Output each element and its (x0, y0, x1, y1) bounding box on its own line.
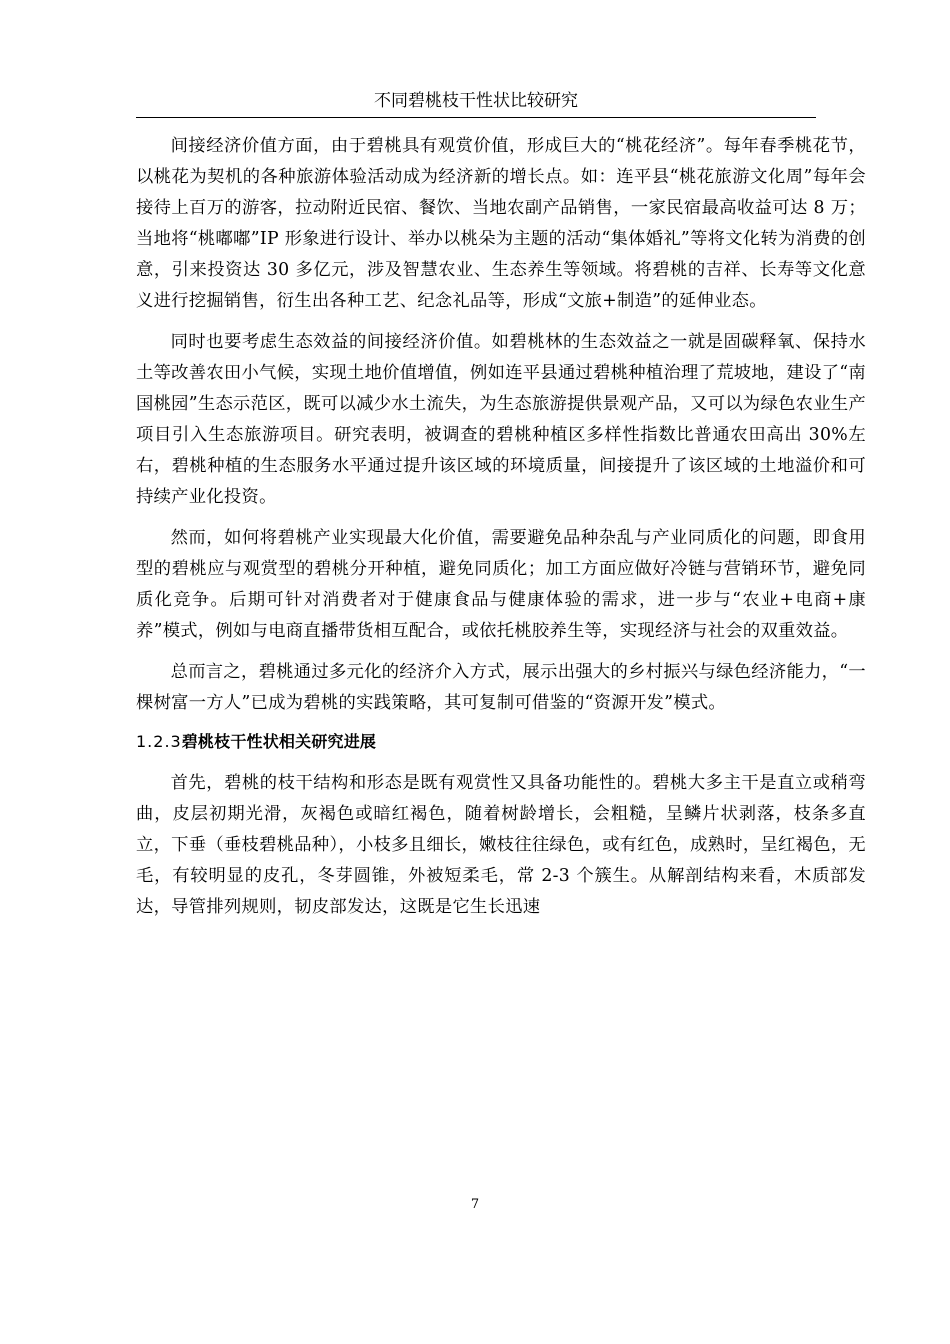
page-body (136, 131, 866, 933)
paragraph-branch-structure: 首先，碧桃的枝干结构和形态是既有观赏性又具备功能性的。碧桃大多主干是直立或稍弯曲，皮层初期光滑，灰褐色或暗红褐色，随着树龄增长，会粗糙，呈鳞片状剥落，枝条多直立，下垂（垂枝碧桃品种），小枝多且细长，嫩枝往往绿色，或有红色，成熟时，呈红褐色，无毛，有较明显的皮孔，冬芽圆锥，外被短柔毛，常 2-3 个簇生。从解剖结构来看，木质部发达，导管排列规则，韧皮部发达，这既是它生长迅速 (136, 773, 866, 917)
running-header-title: 不同碧桃枝干性状比较研究 (374, 91, 578, 111)
paragraph-summary: 总而言之，碧桃通过多元化的经济介入方式，展示出强大的乡村振兴与绿色经济能力，“一棵树富一方人”已成为碧桃的实践策略，其可复制可借鉴的“资源开发”模式。 (136, 662, 866, 713)
paragraph-indirect-economic-value: 间接经济价值方面，由于碧桃具有观赏价值，形成巨大的“桃花经济”。每年春季桃花节，以桃花为契机的各种旅游体验活动成为经济新的增长点。如：连平县“桃花旅游文化周”每年会接待上百万的游客，拉动附近民宿、餐饮、当地农副产品销售，一家民宿最高收益可达 8 万；当地将“桃嘟嘟”IP 形象进行设计、举办以桃朵为主题的活动“集体婚礼”等将文化转为消费的创意，引来投资达 30 多亿元，涉及智慧农业、生态养生等领域。将碧桃的吉祥、长寿等文化意义进行挖掘销售，衍生出各种工艺、纪念礼品等，形成“文旅+制造”的延伸业态。 (136, 136, 866, 311)
paragraph-industry-maximization: 然而，如何将碧桃产业实现最大化价值，需要避免品种杂乱与产业同质化的问题，即食用型的碧桃应与观赏型的碧桃分开种植，避免同质化；加工方面应做好冷链与营销环节，避免同质化竞争。后期可针对消费者对于健康食品与健康体验的需求，进一步与“农业+电商+康养”模式，例如与电商直播带货相互配合，或依托桃胶养生等，实现经济与社会的双重效益。 (136, 528, 866, 641)
page-number: 7 (470, 1197, 480, 1212)
paragraph-ecological-benefit: 同时也要考虑生态效益的间接经济价值。如碧桃林的生态效益之一就是固碳释氧、保持水土等改善农田小气候，实现土地价值增值，例如连平县通过碧桃种植治理了荒坡地，建设了“南国桃园”生态示范区，既可以减少水土流失，为生态旅游提供景观产品，又可以为绿色农业生产项目引入生态旅游项目。研究表明，被调查的碧桃种植区多样性指数比普通农田高出 30%左右，碧桃种植的生态服务水平通过提升该区域的环境质量，间接提升了该区域的土地溢价和可持续产业化投资。 (136, 332, 866, 507)
section-heading (136, 729, 866, 755)
section-title: 碧桃枝干性状相关研究进展 (181, 732, 377, 751)
section-number: 1.2.3 (136, 732, 182, 751)
running-header (136, 88, 816, 118)
